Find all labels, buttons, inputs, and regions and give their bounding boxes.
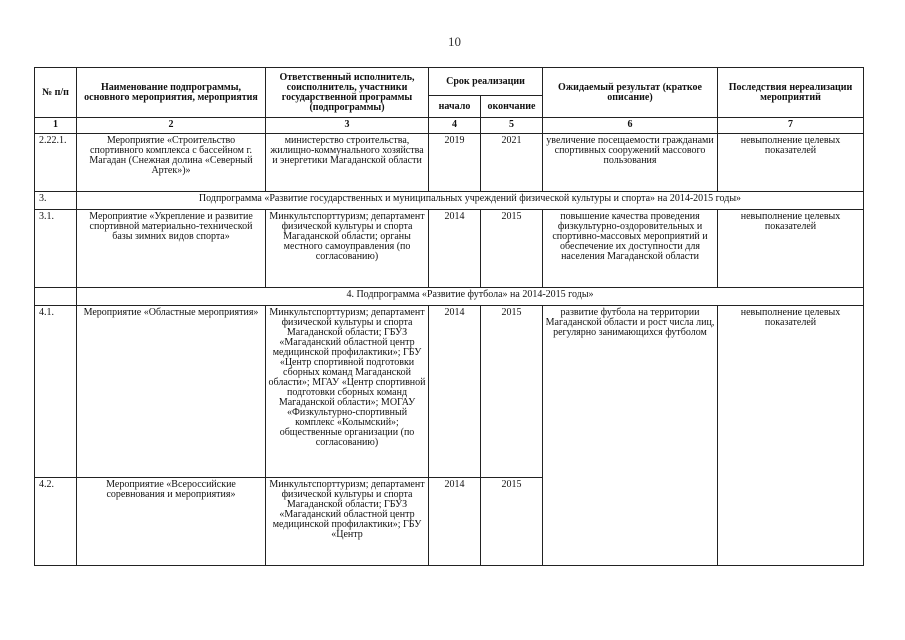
header-row-1 — [35, 68, 864, 96]
section-number: 3. — [35, 192, 77, 210]
header-end: окончание — [481, 96, 543, 118]
column-number: 3 — [266, 118, 429, 134]
row-start: 2019 — [429, 134, 481, 192]
section-title: Подпрограмма «Развитие государственных и муниципальных учреждений физической культуры и спорта» на 2014-2015 годы» — [77, 192, 864, 210]
row-result: повышение качества проведения физкультурно-оздоровительных и спортивно-массовых мероприятий и обеспечение их доступности для населения Магаданской области — [543, 210, 718, 288]
section-row — [35, 288, 864, 306]
row-name: Мероприятие «Всероссийские соревнования и мероприятия» — [77, 478, 266, 566]
row-number: 3.1. — [35, 210, 77, 288]
row-result: увеличение посещаемости гражданами спортивных сооружений массового пользования — [543, 134, 718, 192]
row-executor: Минкультспорттуризм; департамент физической культуры и спорта Магаданской области; ГБУЗ «Магаданский областной центр медицинской профилактики»; ГБУ «Центр — [266, 478, 429, 566]
row-name: Мероприятие «Строительство спортивного комплекса с бассейном г. Магадан (Снежная долина «Северный Артек»)» — [77, 134, 266, 192]
row-consequences: невыполнение целевых показателей — [718, 134, 864, 192]
row-start: 2014 — [429, 210, 481, 288]
program-table — [34, 67, 864, 566]
section-number — [35, 288, 77, 306]
column-number: 4 — [429, 118, 481, 134]
row-number: 2.22.1. — [35, 134, 77, 192]
column-number: 2 — [77, 118, 266, 134]
column-number: 6 — [543, 118, 718, 134]
section-title: 4. Подпрограмма «Развитие футбола» на 2014-2015 годы» — [77, 288, 864, 306]
header-start: начало — [429, 96, 481, 118]
table-row — [35, 306, 864, 478]
header-consequences: Последствия нереализации мероприятий — [718, 68, 864, 118]
header-executor: Ответственный исполнитель, соисполнитель, участники государственной программы (подпрограммы) — [266, 68, 429, 118]
header-no: № п/п — [35, 68, 77, 118]
column-number-row — [35, 118, 864, 134]
table-row — [35, 210, 864, 288]
row-consequences: невыполнение целевых показателей — [718, 210, 864, 288]
row-end: 2015 — [481, 478, 543, 566]
row-end: 2015 — [481, 210, 543, 288]
row-name: Мероприятие «Укрепление и развитие спортивной материально-технической базы зимних видов спорта» — [77, 210, 266, 288]
section-row — [35, 192, 864, 210]
row-executor: Минкультспорттуризм; департамент физической культуры и спорта Магаданской области; органы местного самоуправления (по согласованию) — [266, 210, 429, 288]
row-executor: министерство строительства, жилищно-коммунального хозяйства и энергетики Магаданской области — [266, 134, 429, 192]
column-number: 7 — [718, 118, 864, 134]
row-number: 4.1. — [35, 306, 77, 478]
row-executor: Минкультспорттуризм; департамент физической культуры и спорта Магаданской области; ГБУЗ «Магаданский областной центр медицинской профилактики»; ГБУ «Центр спортивной подготовки сборных команд Магаданской области»; МГАУ «Центр спортивной подготовки сборных команд Магаданской области»; МОГАУ «Физкультурно-спортивный комплекс «Колымский»; общественные организации (по согласованию) — [266, 306, 429, 478]
row-result: развитие футбола на территории Магаданской области и рост числа лиц, регулярно занимающихся футболом — [543, 306, 718, 566]
header-result: Ожидаемый результат (краткое описание) — [543, 68, 718, 118]
header-name: Наименование подпрограммы, основного мероприятия, мероприятия — [77, 68, 266, 118]
row-consequences: невыполнение целевых показателей — [718, 306, 864, 566]
table-row — [35, 134, 864, 192]
row-number: 4.2. — [35, 478, 77, 566]
column-number: 1 — [35, 118, 77, 134]
header-term: Срок реализации — [429, 68, 543, 96]
page-number: 10 — [448, 34, 461, 49]
row-end: 2015 — [481, 306, 543, 478]
row-start: 2014 — [429, 478, 481, 566]
row-name: Мероприятие «Областные мероприятия» — [77, 306, 266, 478]
row-end: 2021 — [481, 134, 543, 192]
row-start: 2014 — [429, 306, 481, 478]
column-number: 5 — [481, 118, 543, 134]
